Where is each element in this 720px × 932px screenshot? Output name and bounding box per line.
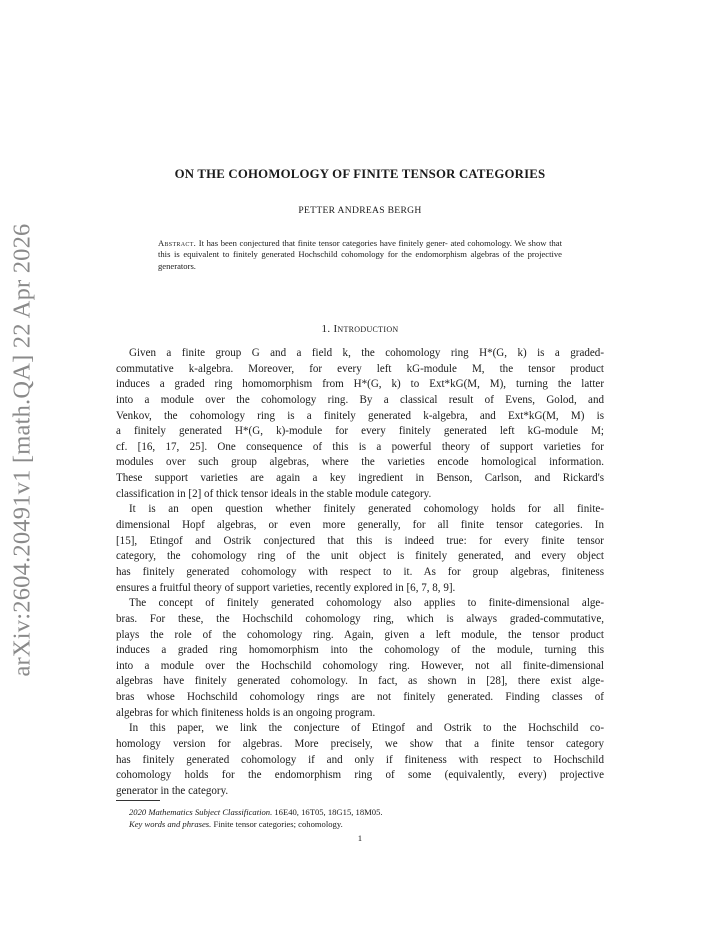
msc-label: 2020 Mathematics Subject Classification. [129, 807, 273, 817]
abstract [158, 238, 562, 272]
paragraph-line: [15], Etingof and Ostrik conjectured that this is indeed true: for every finite tensor [116, 534, 604, 547]
paragraph-line: modules over such group algebras, where the varieties encode homological information. [116, 456, 604, 469]
paragraph-line: into a module over the Hochschild cohomology ring. However, not all finite-dimensional [116, 659, 604, 672]
keywords-value: Finite tensor categories; cohomology. [213, 819, 343, 830]
paragraph-line: In this paper, we link the conjecture of Etingof and Ostrik to the Hochschild co- [129, 722, 604, 735]
paragraph-line: ensures a fruitful theory of support varieties, recently explored in [6, 7, 8, 9]. [116, 581, 456, 594]
arxiv-identifier-text: arXiv:2604.20491v1 [math.QA] 22 Apr 2026 [9, 223, 37, 677]
paragraph-line: Venkov, the cohomology ring is a finitely generated k-algebra, and Ext*kG(M, M) is [116, 409, 604, 422]
paragraph-line: into a module over the cohomology ring. By a classical result of Evens, Golod, and [116, 393, 604, 406]
paragraph-line: homology version for algebras. More precisely, we show that a finite tensor category [116, 738, 604, 751]
keywords-footnote [116, 818, 604, 830]
paragraph-line: algebras have finitely generated cohomology. In fact, as shown in [28], there exist alge- [116, 675, 604, 688]
paragraph-line: These support varieties are again a key ingredient in Benson, Carlson, and Rickard's [116, 472, 604, 485]
paragraph-line: has finitely generated cohomology if and only if finiteness with respect to Hochschild [116, 753, 604, 766]
paragraph-line: algebras for which finiteness holds is an ongoing program. [116, 706, 376, 719]
arxiv-identifier [6, 223, 40, 677]
introduction-body [116, 346, 604, 800]
section-number: 1. [321, 323, 331, 335]
paragraph-line: The concept of finitely generated cohomology also applies to finite-dimensional alge- [129, 597, 604, 610]
paragraph-line: has finitely generated cohomology with respect to it. As for group algebras, finiteness [116, 565, 604, 578]
paragraph-line: generator in the category. [116, 784, 229, 797]
msc-value: 16E40, 16T05, 18G15, 18M05. [274, 807, 383, 817]
paragraph-line: a finitely generated H*(G, k)-module for every finitely generated left kG-module M; [116, 425, 604, 438]
keywords-label: Key words and phrases. [129, 819, 212, 830]
author-name: PETTER ANDREAS BERGH [298, 205, 422, 216]
paragraph-line: category, the cohomology ring of the unit object is finitely generated, and every object [116, 550, 604, 563]
abstract-line: It has been conjectured that finite tensor categories have finitely gener- [198, 238, 448, 248]
paragraph-line: plays the role of the cohomology ring. Again, given a left module, the tensor product [116, 628, 604, 641]
paper-title: ON THE COHOMOLOGY OF FINITE TENSOR CATEGORIES [174, 167, 546, 181]
footnotes [116, 806, 604, 830]
abstract-label: Abstract. [158, 238, 197, 248]
paragraph-line: bras. For these, the Hochschild cohomology ring, which is always graded-commutative, [116, 612, 604, 625]
abstract-line: cohomology for the endomorphism algebras of the projective generators. [158, 249, 562, 271]
paragraph-line: classification in [2] of thick tensor ideals in the stable module category. [116, 487, 432, 500]
paragraph-line: cf. [16, 17, 25]. One consequence of this is a powerful theory of support varieties for [116, 440, 604, 453]
paragraph-line: Given a finite group G and a field k, the cohomology ring H*(G, k) is a graded- [129, 347, 604, 359]
paragraph-line: cohomology holds for the endomorphism ring of some (equivalently, every) projective [116, 769, 604, 782]
paragraph-line: commutative k-algebra. Moreover, for every left kG-module M, the tensor product [116, 362, 604, 375]
paragraph-line: induces a graded ring homomorphism from H*(G, k) to Ext*kG(M, M), turning the latter [116, 378, 604, 391]
footnote-divider [116, 800, 160, 801]
page-number: 1 [357, 833, 363, 843]
section-name: Introduction [333, 323, 399, 335]
paragraph-line: dimensional Hopf algebras, or even more generally, for all finite tensor categories. In [116, 519, 604, 532]
abstract-line: ated cohomology. We show that this is equivalent to finitely generated Hochschild [158, 238, 562, 260]
section-heading [116, 323, 604, 335]
msc-footnote [116, 806, 604, 818]
paragraph-line: induces a graded ring homomorphism into the cohomology of the module, turning this [116, 644, 604, 657]
paragraph-line: It is an open question whether finitely generated cohomology holds for all finite- [129, 503, 604, 516]
paragraph-line: bras whose Hochschild cohomology rings are not finitely generated. Finding classes of [116, 691, 604, 704]
